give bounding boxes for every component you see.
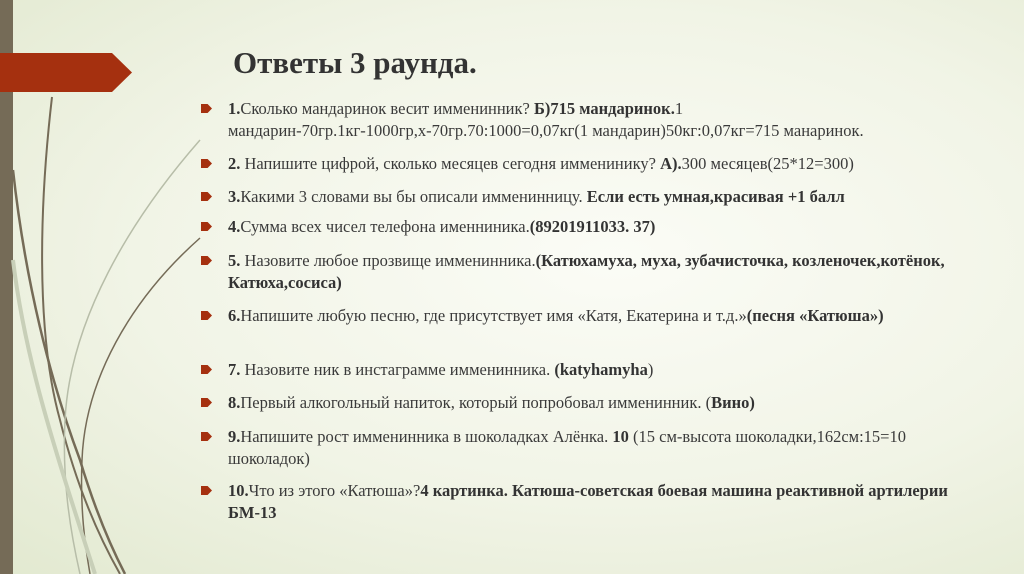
title-arrow-marker bbox=[0, 53, 132, 92]
answer-bold-text: (89201911033. 37) bbox=[529, 217, 656, 236]
answer-bold-text: 5. bbox=[228, 251, 241, 270]
answer-bold-text: 10. bbox=[228, 481, 249, 500]
answer-bold-text: 8. bbox=[228, 393, 241, 412]
curve-3 bbox=[82, 238, 200, 574]
answer-item bbox=[228, 98, 948, 142]
answer-bold-text: (песня «Катюша») bbox=[746, 306, 884, 325]
slide-title: Ответы 3 раунда. bbox=[233, 45, 477, 80]
answer-text: 1 мандарин-70гр.1кг-1000гр,х-70гр.70:1000=0,07кг(1 мандарин)50кг:0,07кг=715 манаринок. bbox=[228, 99, 864, 140]
answer-item bbox=[228, 359, 948, 381]
answer-bold-text: 3. bbox=[228, 187, 241, 206]
answer-bold-text: (katyhamyha bbox=[554, 360, 648, 379]
answer-bold-text: 1. bbox=[228, 99, 241, 118]
answer-text: (15 см-высота шоколадки,162см:15=10 шоколадок) bbox=[228, 427, 906, 468]
answer-text: Напишите рост имменинника в шоколадках Алёнка. bbox=[240, 427, 613, 446]
answer-text: Назовите любое прозвище имменинника. bbox=[240, 251, 536, 270]
answer-bold-text: (Катюхамуха, муха, зубачисточка, козленочек,котёнок, Катюха,сосиса) bbox=[228, 251, 945, 292]
answer-text: Первый алкогольный напиток, который попробовал имменинник. ( bbox=[240, 393, 712, 412]
answer-bold-text: Вино) bbox=[711, 393, 755, 412]
curve-4 bbox=[64, 140, 200, 574]
answer-text: 300 месяцев(25*12=300) bbox=[681, 154, 854, 173]
answer-item bbox=[228, 426, 948, 470]
answer-bold-text: 6. bbox=[228, 306, 241, 325]
answer-text: Сколько мандаринок весит имменинник? bbox=[240, 99, 534, 118]
answer-bold-text: А). bbox=[660, 154, 682, 173]
answer-bold-text: 4 картинка. Катюша-советская боевая машина реактивной артилерии БМ-13 bbox=[228, 481, 948, 522]
answer-bold-text: Если есть умная,красивая +1 балл bbox=[586, 187, 845, 206]
answer-text: Напишите цифрой, сколько месяцев сегодня имменинику? bbox=[240, 154, 661, 173]
answer-item bbox=[228, 186, 948, 208]
answer-bold-text: Б)715 мандаринок. bbox=[533, 99, 675, 118]
answer-item bbox=[228, 153, 948, 175]
answer-bold-text: 2. bbox=[228, 154, 241, 173]
answer-item bbox=[228, 250, 948, 294]
answer-bold-text: 9. bbox=[228, 427, 241, 446]
answer-bold-text: 10 bbox=[612, 427, 629, 446]
answer-bold-text: 4. bbox=[228, 217, 241, 236]
answer-text: Какими 3 словами вы бы описали имменинницу. bbox=[240, 187, 587, 206]
answer-text: ) bbox=[647, 360, 654, 379]
answer-item bbox=[228, 305, 948, 327]
answer-text: Напишите любую песню, где присутствует имя «Катя, Екатерина и т.д.» bbox=[240, 306, 747, 325]
answer-text: Сумма всех чисел телефона именниника. bbox=[240, 217, 530, 236]
answer-item bbox=[228, 216, 948, 238]
answer-text: Назовите ник в инстаграмме имменинника. bbox=[240, 360, 555, 379]
answer-item bbox=[228, 392, 948, 414]
curve-5 bbox=[13, 260, 95, 574]
answer-bold-text: 7. bbox=[228, 360, 241, 379]
answer-item bbox=[228, 480, 948, 524]
answer-text: Что из этого «Катюша»? bbox=[248, 481, 421, 500]
